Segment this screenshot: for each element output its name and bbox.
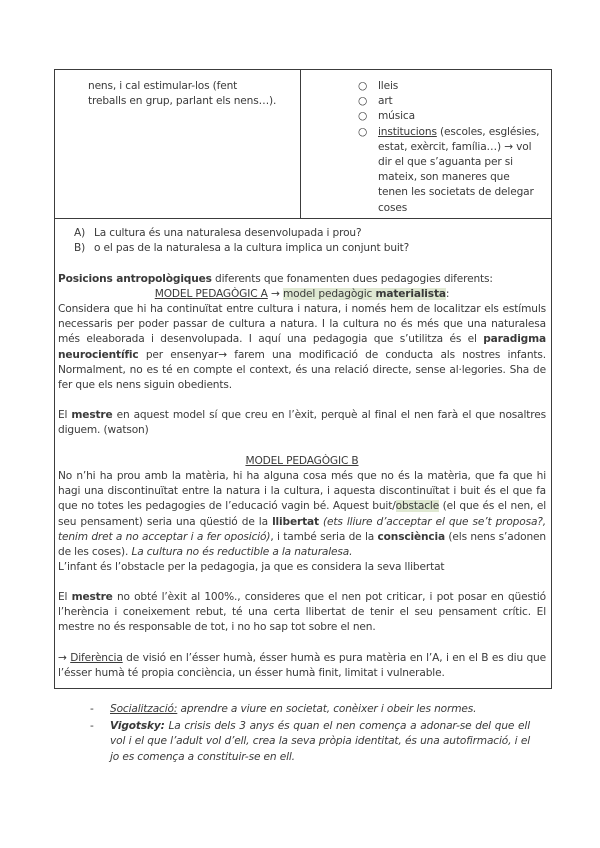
question-a: A) La cultura és una naturalesa desenvolupada i prou?: [74, 226, 544, 241]
circle-bullet-icon: ○: [358, 95, 368, 108]
institutions-label: institucions: [378, 125, 437, 138]
notes-list: [90, 702, 530, 765]
list-item: ○ art: [358, 94, 542, 109]
top-left-text: nens, i cal estimular-los (fent treballs en grup, parlant els nens…).: [88, 80, 277, 108]
list-item: ○ música: [358, 109, 542, 124]
circle-bullet-icon: ○: [358, 125, 368, 138]
model-b-heading: [58, 454, 546, 469]
dash-bullet-icon: -: [90, 703, 94, 715]
list-item: ○ lleis: [358, 79, 542, 94]
intro-bold: Posicions antropològiques: [58, 273, 212, 285]
top-left-cell: [88, 79, 278, 109]
obstacle-highlight: obstacle: [395, 500, 440, 513]
difference-paragraph: → Diferència de visió en l’ésser humà, ésser humà es pura matèria en l’A, i en el B es diu que l’ésser humà té propia conciència, un ésser humà finit, limitat i vulnerable.: [58, 652, 546, 680]
model-a-paragraph: Considera que hi ha continuïtat entre cultura i natura, i només hem de localitzar els estímuls necessaris per poder passar de cultura a natura. I la cultura no és més que una naturalesa més eleaborada i desenvolupada. I aquí una pedagogia que s’utilitza és el paradigma neurocientífic per ensenyar→ farem una modificació de conducta als nostres infants. Normalment, no es té en compte el context, és una relació directe, sense al·legories. Sha de fer que els nens siguin obedients.: [58, 303, 546, 392]
arrow-icon: →: [58, 652, 71, 664]
dash-bullet-icon: -: [90, 720, 94, 733]
circle-bullet-icon: ○: [358, 110, 368, 123]
question-marker: A): [74, 227, 86, 239]
question-marker: B): [74, 242, 86, 255]
note-item: - Vigotsky: La crisis dels 3 anys és quan el nen comença a adonar-se del que ell vol i el que l’adult vol d’ell, crea la seva pròpia identitat, és una autofirmació, i el jo es comença a constituir-se en ell.: [90, 720, 530, 763]
note-item: - Socialització: aprendre a viure en societat, conèixer i obeir les normes.: [90, 702, 530, 717]
model-a-teacher-paragraph: El mestre en aquest model sí que creu en l’èxit, perquè al final el nen farà el que nosaltres diguem. (watson): [58, 409, 546, 437]
note-label: Vigotsky:: [110, 720, 165, 733]
model-a-heading: MODEL PEDAGÒGIC A → model pedagògic materialista:: [154, 288, 450, 300]
intro-line: Posicions antropològiques diferents que fonamenten dues pedagogies diferents:: [58, 273, 493, 285]
question-b: B) o el pas de la naturalesa a la cultura implica un conjunt buit?: [74, 241, 544, 256]
model-b-teacher-paragraph: El mestre no obté l’èxit al 100%., consideres que el nen pot criticar, i pot posar en qüestió l’herència i coneixement rebut, té una certa llibertat de tenir el seu pensament crític. El mestre no és responsable de tot, i no ho sap tot sobre el nen.: [58, 591, 546, 634]
model-a-title: MODEL PEDAGÒGIC A: [154, 288, 268, 300]
questions-list: [74, 226, 544, 256]
circle-bullet-icon: ○: [358, 80, 368, 92]
model-b-title: MODEL PEDAGÒGIC B: [245, 455, 359, 467]
list-item: ○ institucions (escoles, esglésies, estat, exèrcit, família…) → vol dir el que s’aguanta per si mateix, son maneres que tenen les societats de delegar coses: [358, 125, 540, 214]
note-label: Socialització:: [110, 703, 178, 715]
table-column-divider: [300, 69, 301, 219]
top-right-cell: [358, 79, 542, 216]
model-a-highlight: model pedagògic materialista: [282, 288, 446, 300]
institutions-list: [358, 79, 542, 216]
model-b-child-line: L’infant és l’obstacle per la pedagogia, ja que es considera la seva llibertat: [58, 561, 445, 573]
table-row-divider: [54, 218, 552, 219]
difference-label: Diferència: [70, 652, 123, 664]
model-b-paragraph: No n’hi ha prou amb la matèria, hi ha alguna cosa més que no és la matèria, que fa que hi hagi una discontinuïtat entre la natura i la cultura, i aquesta discontinuïtat i buit és el que fa que no totes les pedagogies de l’educació vagin bé. Aquest buit/obstacle (el que és el nen, el seu pensament) seria una qüestió de la llibertat (ets lliure d’acceptar el que se’t proposa?, tenim dret a no acceptar i a fer oposició), i també seria de la consciència (els nens s’adonen de les coses). La cultura no és reductible a la naturalesa.: [58, 470, 546, 559]
